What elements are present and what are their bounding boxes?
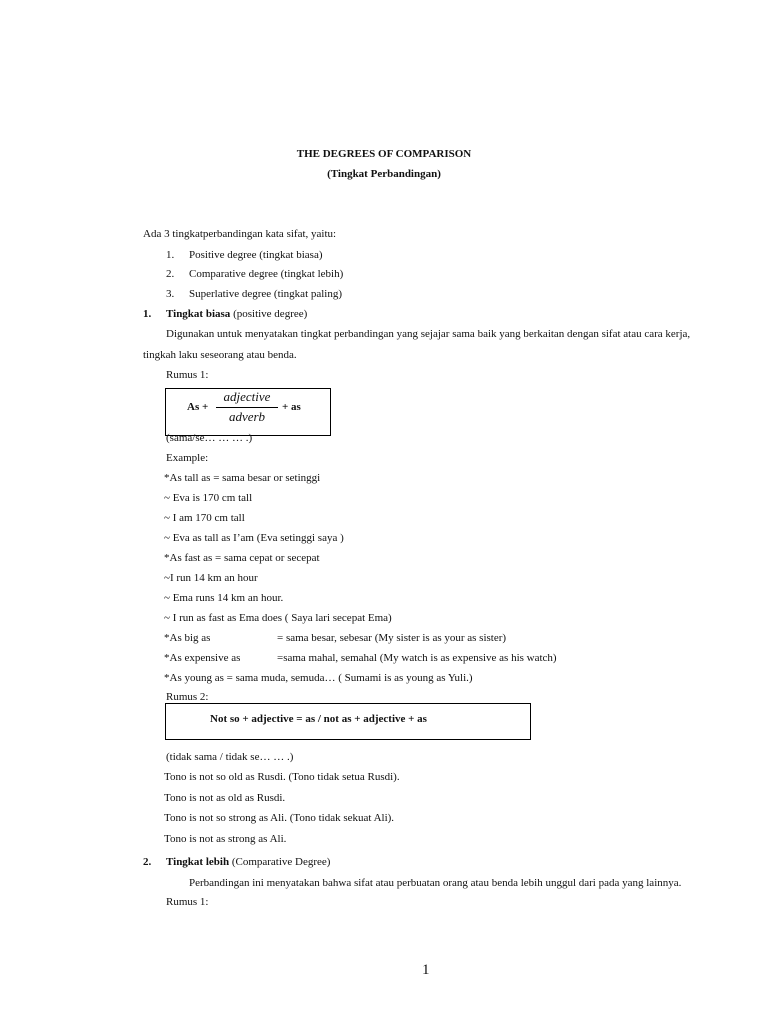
formula-2-text: Not so + adjective = as / not as + adjective + as [210, 713, 427, 725]
rumus-1-label: Rumus 1: [166, 369, 209, 381]
section-2-heading-line [166, 855, 330, 869]
formula-1-left: As + [187, 401, 209, 413]
list-item: Positive degree (tingkat biasa) [189, 249, 323, 261]
section-1-heading-line [166, 307, 307, 321]
formula-2-meaning: (tidak sama / tidak se… … .) [166, 751, 294, 763]
example-line: *As tall as = sama besar or setinggi [164, 472, 321, 484]
example-line: ~I run 14 km an hour [164, 572, 258, 584]
example-line: ~ I am 170 cm tall [164, 512, 245, 524]
example-label: Example: [166, 452, 209, 464]
example-line: ~ Ema runs 14 km an hour. [164, 592, 284, 604]
section-1-paragraph-line: tingkah laku seseorang atau benda. [143, 349, 297, 361]
section-1-heading: Tingkat biasa [166, 308, 231, 320]
example-line: *As young as = sama muda, semuda… ( Sumami is as young as Yuli.) [164, 672, 473, 684]
page-title: THE DEGREES OF COMPARISON [296, 148, 472, 160]
list-item-number: 1. [166, 249, 175, 261]
example-line: ~ Eva as tall as I’am (Eva setinggi saya ) [164, 532, 344, 544]
pair-term: *As expensive as [164, 652, 241, 664]
pair-meaning: = sama besar, sebesar (My sister is as your as sister) [277, 632, 507, 644]
formula-1-numerator: adjective [223, 389, 271, 404]
list-item: Superlative degree (tingkat paling) [189, 288, 343, 300]
list-item-number: 2. [166, 268, 175, 280]
formula-1-box [165, 388, 331, 436]
example-line: Tono is not so old as Rusdi. (Tono tidak setua Rusdi). [164, 771, 400, 783]
section-2-paragraph: Perbandingan ini menyatakan bahwa sifat atau perbuatan orang atau benda lebih unggul dari pada yang lainnya. [189, 877, 682, 889]
section-1-number: 1. [143, 308, 152, 320]
section-1-paragraph-line: Digunakan untuk menyatakan tingkat perbandingan yang sejajar sama baik yang berkaitan dengan sifat atau cara kerja, [166, 328, 691, 340]
pair-term: *As big as [164, 632, 211, 644]
section-2-rumus-label: Rumus 1: [166, 896, 209, 908]
fraction-bar [216, 407, 278, 408]
example-line: Tono is not as old as Rusdi. [164, 792, 286, 804]
example-line: *As fast as = sama cepat or secepat [164, 552, 320, 564]
page-subtitle: (Tingkat Perbandingan) [327, 168, 441, 180]
list-item: Comparative degree (tingkat lebih) [189, 268, 344, 280]
page-number: 1 [422, 962, 430, 978]
example-line: ~ Eva is 170 cm tall [164, 492, 253, 504]
example-line: Tono is not so strong as Ali. (Tono tidak sekuat Ali). [164, 812, 395, 824]
formula-1-right: + as [282, 401, 301, 413]
section-2-heading-note: (Comparative Degree) [231, 856, 331, 868]
intro-text: Ada 3 tingkatperbandingan kata sifat, yaitu: [143, 228, 337, 240]
formula-1-meaning: (sama/se… … … .) [166, 432, 253, 444]
formula-1-denominator: adverb [228, 409, 266, 424]
rumus-2-label: Rumus 2: [166, 691, 209, 703]
pair-meaning: =sama mahal, semahal (My watch is as expensive as his watch) [277, 652, 557, 664]
formula-2-box [165, 703, 531, 740]
section-1-heading-note: (positive degree) [233, 308, 308, 320]
example-line: Tono is not as strong as Ali. [164, 833, 287, 845]
section-2-number: 2. [143, 856, 152, 868]
section-2-heading: Tingkat lebih [166, 856, 230, 868]
list-item-number: 3. [166, 288, 175, 300]
example-line: ~ I run as fast as Ema does ( Saya lari secepat Ema) [164, 612, 392, 624]
